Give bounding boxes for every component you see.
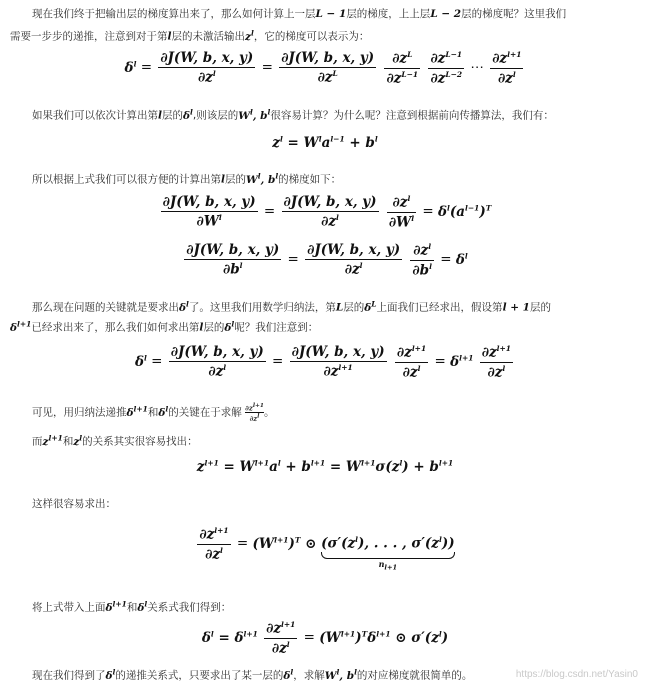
paragraph-9: 现在我们得到了$\delta^l$的递推关系式，只要求出了某一层的$\delta^l$，求解$W^l$, $b^l$的对应梯度就很简单的。 (32, 667, 473, 682)
watermark: https://blog.csdn.net/Yasin0 (515, 669, 638, 680)
paragraph-4-line-1: 那么现在问题的关键就是要求出$\delta^l$了。这里我们用数学归纳法，第L层的$\delta^L$上面我们已经求出，假设第l + 1层的 (32, 299, 551, 314)
equation-z-relation: $z^{l+1} = W^{l+1}a^l + b^{l+1} = W^{l+1}\sigma(z^l) + b^{l+1}$ (196, 458, 454, 475)
equation-delta-recursion: $\delta^l$ = $\frac{\partial J(W, b, x, y)}{\partial z^l}$ = $\frac{\partial J(W, b, x, y)}{\partial z^{l+1}}$ $\frac{\partial z^{l+1}}{\partial z^l}$ = $\delta^{l+1}$ $\frac{\partial z^{l+1}}{\partial z^l}$ (135, 344, 511, 380)
paragraph-6: 而$z^{l+1}$和$z^l$的关系其实很容易找出： (32, 433, 198, 448)
equation-grad-b: $\frac{\partial J(W, b, x, y)}{\partial b^l}$ = $\frac{\partial J(W, b, x, y)}{\partial z^l}$ $\frac{\partial z^l}{\partial b^l}$ = $\delta^l$ (186, 242, 468, 278)
sigma-prime-vector-underbrace: ($\sigma'(z^l)$, . . . , $\sigma'(z^l)$) $n_{l+1}$ (321, 535, 455, 572)
equation-grad-W: $\frac{\partial J(W, b, x, y)}{\partial W^l}$ = $\frac{\partial J(W, b, x, y)}{\partial z^l}$ $\frac{\partial z^l}{\partial W^l}$ = $\delta^l(a^{l-1})^T$ (162, 194, 492, 230)
paragraph-8: 将上式带入上面$\delta^{l+1}$和$\delta^l$关系式我们得到： (32, 599, 232, 614)
paragraph-1-line-1: 现在我们终于把输出层的梯度算出来了，那么如何计算上一层L − 1层的梯度，上上层L − 2层的梯度呢？这里我们 (32, 8, 567, 20)
equation-delta-final: $\delta^l = \delta^{l+1}$ $\frac{\partial z^{l+1}}{\partial z^l}$ = $(W^{l+1})^T\delta^{l+1}$ ⊙ $\sigma'(z^l)$ (201, 620, 449, 656)
paragraph-5: 可见，用归纳法递推$\delta^{l+1}$和$\delta^l$的关键在于求解 $\frac{\partial z^{l+1}}{\partial z^l}$。 (32, 402, 275, 424)
paragraph-4-line-2: $\delta^{l+1}$已经求出来了，那么我们如何求出第l层的$\delta^l$呢？我们注意到： (10, 319, 319, 334)
paragraph-7: 这样很容易求出： (32, 498, 116, 510)
equation-delta-chain: $\delta^l$ = $\frac{\partial J(W, b, x, y)}{\partial z^l}$ = $\frac{\partial J(W, b, x, y)}{\partial z^L}$ $\frac{\partial z^L}{\partial z^{L-1}}$ $\frac{\partial z^{L-1}}{\partial z^{L-2}}$ ⋯ $\frac{\partial z^{l+1}}{\partial z^l}$ (124, 50, 522, 86)
paragraph-1-line-2: 需要一步步的递推，注意到对于第l层的未激活输出$z^l$，它的梯度可以表示为： (10, 28, 370, 43)
equation-forward: $z^l = W^la^{l-1} + b^l$ (272, 134, 378, 151)
paragraph-2: 如果我们可以依次计算出第l层的$\delta^l$,则该层的$W^l$, $b^l$很容易计算？为什么呢？注意到根据前向传播算法，我们有： (32, 107, 554, 122)
paragraph-3: 所以根据上式我们可以很方便的计算出第l层的$W^l$, $b^l$的梯度如下： (32, 171, 342, 186)
equation-dz-dz: $\frac{\partial z^{l+1}}{\partial z^l}$ = $(W^{l+1})^T$ ⊙ ($\sigma'(z^l)$, . . . , $\sigma'(z^l)$) $n_{l+1}$ (199, 526, 455, 572)
